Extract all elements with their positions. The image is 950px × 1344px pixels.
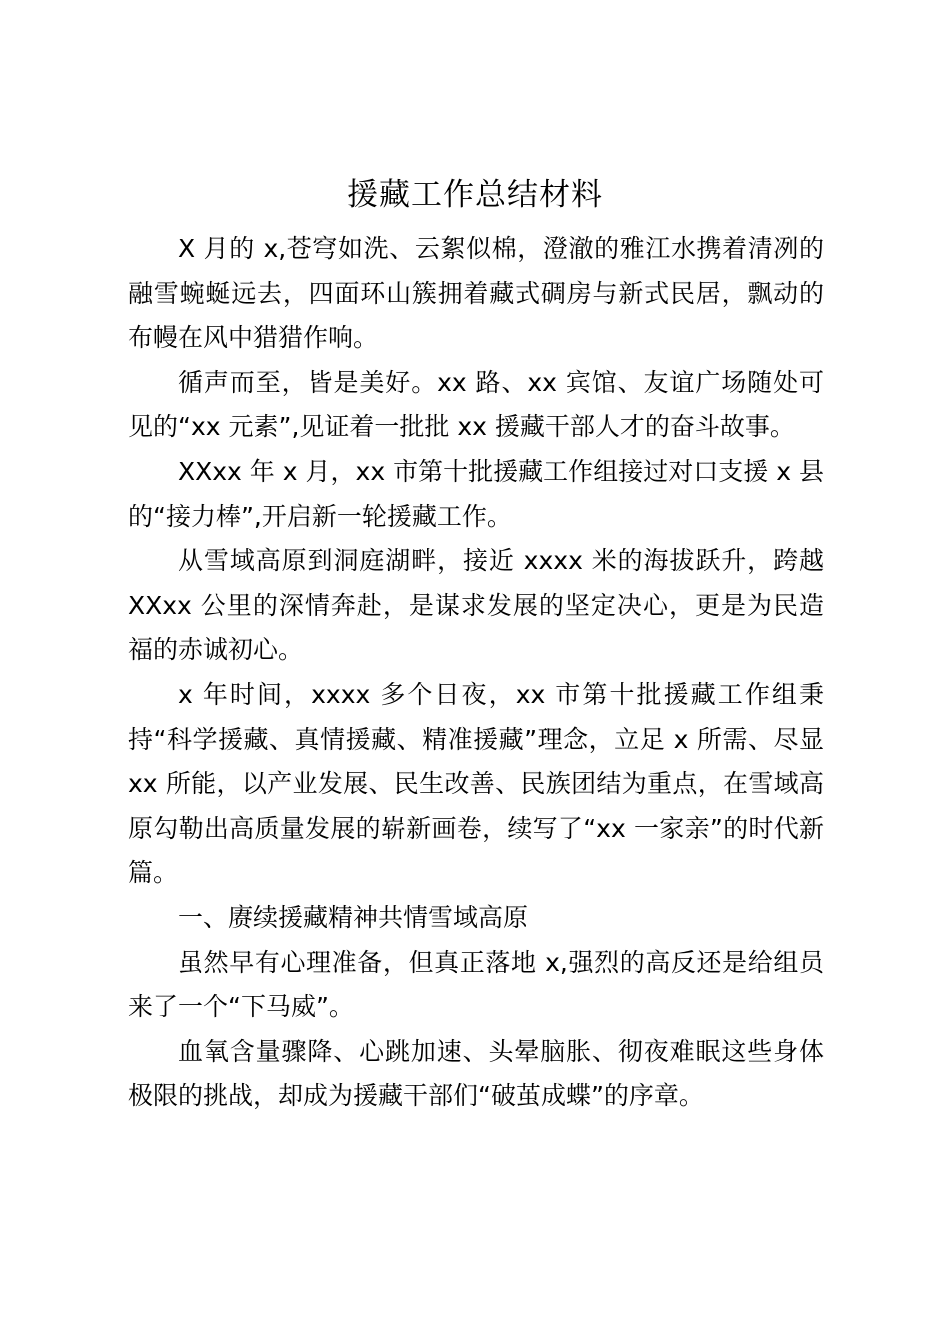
paragraph-opening-scene: X 月的 x,苍穹如洗、云絮似棉，澄澈的雅江水携着清冽的融雪蜿蜒远去，四面环山簇拥着藏式碉房与新式民居，飘动的布幔在风中猎猎作响。	[128, 234, 824, 353]
paragraph-relay-baton: XXxx 年 x 月，xx 市第十批援藏工作组接过对口支援 x 县的“接力棒”,开启新一轮援藏工作。	[128, 456, 824, 531]
paragraph-altitude-journey: 从雪域高原到洞庭湖畔，接近 xxxx 米的海拔跃升，跨越 XXxx 公里的深情奔赴，是谋求发展的坚定决心，更是为民造福的赤诚初心。	[128, 546, 824, 665]
paragraph-physical-challenge: 血氧含量骤降、心跳加速、头晕脑胀、彻夜难眠这些身体极限的挑战，却成为援藏干部们“破茧成蝶”的序章。	[128, 1036, 824, 1111]
section-heading-1: 一、赓续援藏精神共情雪域高原	[178, 902, 529, 932]
document-body	[128, 227, 824, 1119]
paragraph-altitude-sickness: 虽然早有心理准备，但真正落地 x,强烈的高反还是给组员来了一个“下马威”。	[128, 947, 824, 1022]
document-title: 援藏工作总结材料	[347, 177, 603, 213]
paragraph-work-summary: x 年时间，xxxx 多个日夜，xx 市第十批援藏工作组秉持“科学援藏、真情援藏、精准援藏”理念，立足 x 所需、尽显 xx 所能，以产业发展、民生改善、民族团结为重点，在雪域高原勾勒出高质量发展的崭新画卷，续写了“xx 一家亲”的时代新篇。	[128, 679, 824, 888]
paragraph-xx-elements: 循声而至，皆是美好。xx 路、xx 宾馆、友谊广场随处可见的“xx 元素”,见证着一批批 xx 援藏干部人才的奋斗故事。	[128, 367, 824, 442]
